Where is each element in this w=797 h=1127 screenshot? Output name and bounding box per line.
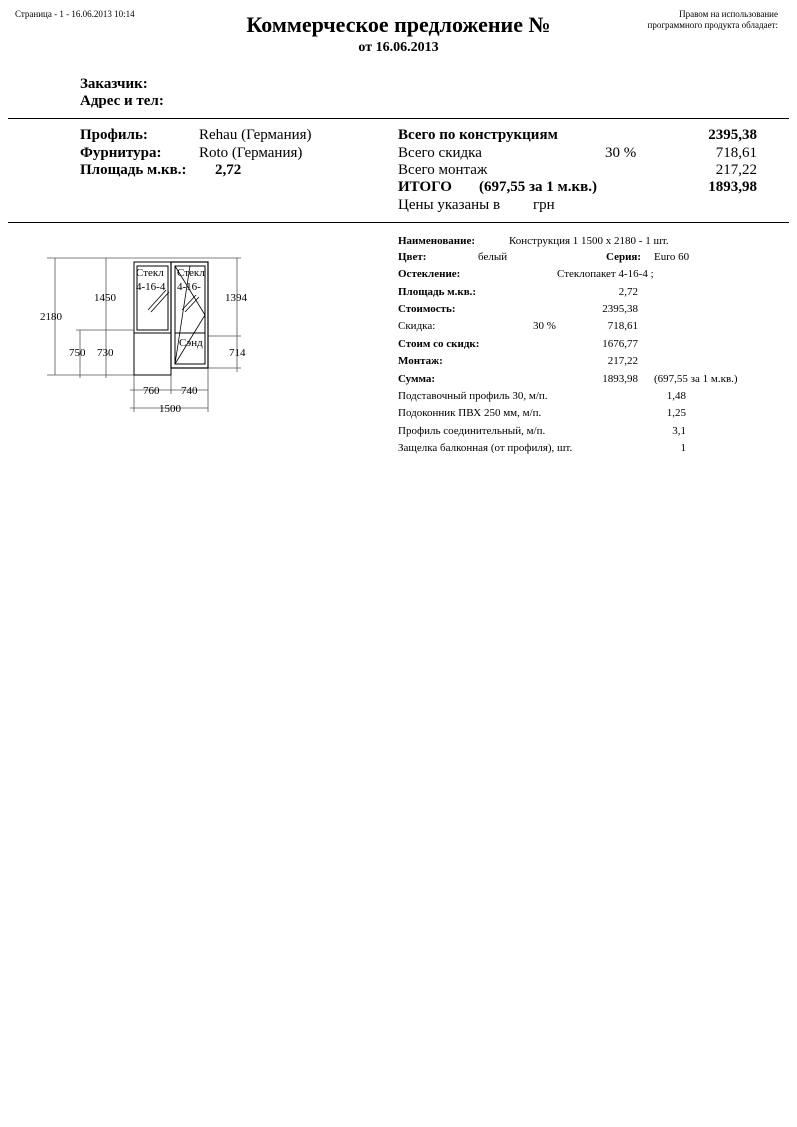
detail-cost-label: Стоимость:	[398, 303, 456, 315]
detail-cost-disc-value: 1676,77	[602, 338, 638, 350]
rights-line-2: программного продукта обладает:	[647, 20, 778, 30]
panel-label: Сэнд	[179, 337, 203, 349]
detail-sum-value: 1893,98	[602, 373, 638, 385]
glass-left-line2: 4-16-4	[136, 281, 166, 293]
currency-value: грн	[533, 197, 555, 213]
detail-series-value: Euro 60	[654, 251, 690, 263]
total-label: Всего по конструкциям	[398, 127, 558, 143]
dim-width-left: 760	[143, 385, 160, 397]
detail-area-value: 2,72	[618, 286, 638, 298]
page-title: Коммерческое предложение №	[246, 12, 551, 37]
total-value: 2395,38	[708, 127, 757, 143]
item-qty: 1,48	[666, 390, 686, 402]
detail-area-label: Площадь м.кв.:	[398, 286, 477, 298]
detail-sum-label: Сумма:	[398, 373, 436, 385]
detail-discount-value: 718,61	[607, 320, 638, 332]
detail-cost-disc-label: Стоим со скидк:	[398, 338, 480, 350]
grand-per-m2: (697,55 за 1 м.кв.)	[479, 179, 597, 195]
hardware-label: Фурнитура:	[80, 145, 162, 161]
currency-label: Цены указаны в	[398, 197, 501, 213]
discount-value: 718,61	[715, 145, 757, 161]
dim-total-height: 2180	[40, 311, 62, 323]
item-qty: 1,25	[666, 407, 686, 419]
item-qty: 3,1	[672, 425, 686, 437]
glass-right-line1: Стекл	[177, 267, 205, 279]
hardware-value: Roto (Германия)	[199, 145, 303, 161]
glass-right-line2: 4-16-	[177, 281, 201, 293]
dim-width-right: 740	[181, 385, 198, 397]
detail-install-value: 217,22	[607, 355, 638, 367]
discount-label: Всего скидка	[398, 145, 482, 161]
customer-label: Заказчик:	[80, 76, 148, 92]
discount-percent: 30 %	[605, 145, 637, 161]
item-name: Подоконник ПВХ 250 мм, м/п.	[398, 407, 542, 419]
detail-glazing-label: Остекление:	[398, 268, 461, 280]
item-name: Подставочный профиль 30, м/п.	[398, 390, 548, 402]
dim-right-top-height: 1394	[225, 292, 247, 304]
detail-name-value: Конструкция 1 1500 x 2180 - 1 шт.	[509, 235, 669, 247]
install-value: 217,22	[715, 162, 757, 178]
dim-total-width: 1500	[159, 403, 181, 415]
dim-bottom-left-outer: 750	[69, 347, 86, 359]
construction-drawing	[0, 0, 260, 430]
detail-discount-label: Скидка:	[398, 320, 436, 332]
grand-total-value: 1893,98	[708, 179, 757, 195]
install-label: Всего монтаж	[398, 162, 488, 178]
page-info: Страница - 1 - 16.06.2013 10:14	[15, 9, 135, 19]
profile-label: Профиль:	[80, 127, 148, 143]
profile-value: Rehau (Германия)	[199, 127, 312, 143]
detail-sum-per-m2: (697,55 за 1 м.кв.)	[654, 373, 738, 385]
area-label: Площадь м.кв.:	[80, 162, 187, 178]
item-name: Защелка балконная (от профиля), шт.	[398, 442, 573, 454]
item-name: Профиль соединительный, м/п.	[398, 425, 546, 437]
detail-discount-percent: 30 %	[533, 320, 556, 332]
detail-cost-value: 2395,38	[602, 303, 638, 315]
address-label: Адрес и тел:	[80, 93, 164, 109]
detail-series-label: Серия:	[606, 251, 642, 263]
dim-right-bottom-height: 714	[229, 347, 246, 359]
dim-top-left-height: 1450	[94, 292, 116, 304]
offer-date: от 16.06.2013	[358, 40, 439, 55]
detail-color-label: Цвет:	[398, 251, 427, 263]
rights-line-1: Правом на использование	[679, 9, 778, 19]
grand-total-label: ИТОГО	[398, 179, 452, 195]
detail-install-label: Монтаж:	[398, 355, 443, 367]
detail-color-value: белый	[478, 251, 508, 263]
item-qty: 1	[680, 442, 686, 454]
glass-left-line1: Стекл	[136, 267, 164, 279]
dim-bottom-left-inner: 730	[97, 347, 114, 359]
detail-name-label: Наименование:	[398, 235, 475, 247]
detail-glazing-value: Стеклопакет 4-16-4 ;	[557, 268, 654, 280]
area-value: 2,72	[215, 162, 242, 178]
